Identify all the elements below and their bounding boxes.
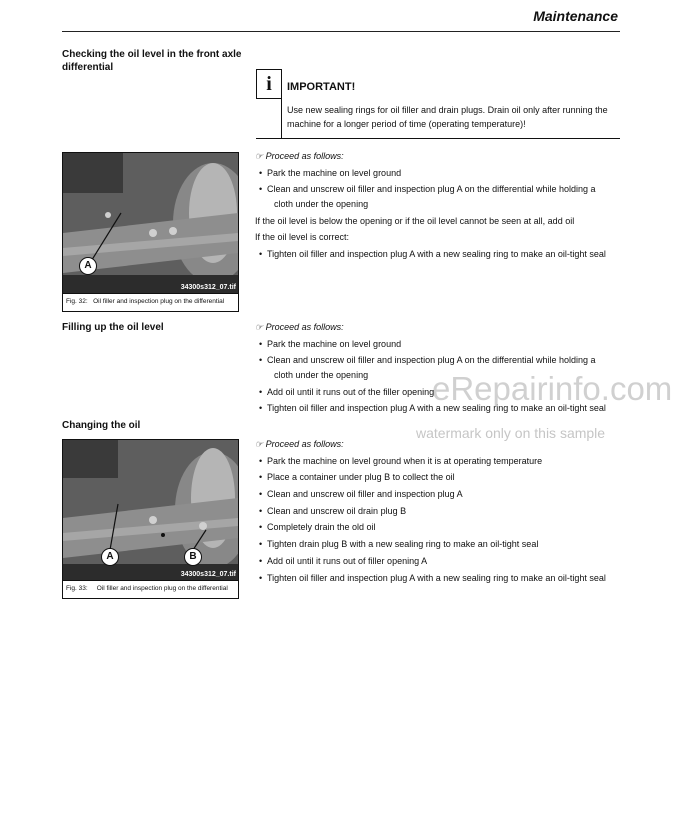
important-text: Use new sealing rings for oil filler and drain plugs. Drain oil only after running the machine for a longer period of time (operating temperature)! [287,105,608,129]
important-divider [281,70,282,138]
callout-a: A [79,257,97,275]
step: • Park the machine on level ground [255,165,655,182]
figure-caption-text: Oil filler and inspection plug on the differential [93,298,225,305]
section-title-checking [62,48,241,74]
figure-caption [63,293,238,311]
important-title: IMPORTANT! [287,81,356,93]
step: • Clean and unscrew oil drain plug B [255,503,655,520]
step: • Add oil until it runs out of the filler opening [255,384,655,401]
step: • Clean and unscrew oil filler and inspection plug A on the differential while holding a [255,352,655,369]
proceed-label: ☞ Proceed as follows: [255,439,344,449]
step: • Tighten oil filler and inspection plug A with a new sealing ring to make an oil-tight seal [255,400,655,417]
figure-number: Fig. 33: [66,585,88,592]
page-section-title: Maintenance [533,8,618,24]
figure-caption [63,580,238,598]
axle-photo [63,440,238,580]
proceed-label: ☞ Proceed as follows: [255,151,344,161]
step: • Tighten oil filler and inspection plug A with a new sealing ring to make an oil-tight seal [255,570,655,587]
figure-33 [62,439,239,599]
section-title-changing: Changing the oil [62,420,141,431]
section-title-line: Checking the oil level in the front axle [62,49,242,60]
procedure-changing [255,436,655,586]
section-title-line: differential [62,62,114,73]
watermark-site: eRepairinfo.com [432,370,673,407]
step: • Clean and unscrew oil filler and inspection plug A on the differential while holding a [255,181,655,198]
step: • Tighten drain plug B with a new sealing ring to make an oil-tight seal [255,536,655,553]
step: • Completely drain the old oil [255,519,655,536]
image-file-label: 34300s312_07.tif [180,284,236,291]
procedure-checking [255,148,655,263]
info-icon: i [256,69,282,99]
figure-number: Fig. 32: [66,298,88,305]
header-divider [62,31,620,32]
proceed-label: ☞ Proceed as follows: [255,322,344,332]
section-title-filling: Filling up the oil level [62,322,164,333]
image-file-label: 34300s312_07.tif [180,571,236,578]
step-continuation: cloth under the opening [274,370,369,381]
note: If the oil level is below the opening or if the oil level cannot be seen at all, add oil [255,215,575,226]
figure-caption-text: Oil filler and inspection plug on the differential [96,585,228,592]
step: • Add oil until it runs out of filler opening A [255,553,655,570]
step: • Clean and unscrew oil filler and inspection plug A [255,486,655,503]
callout-a: A [101,548,119,566]
step: • Park the machine on level ground [255,336,655,353]
figure-32 [62,152,239,312]
step-continuation: cloth under the opening [274,199,369,210]
step: • Park the machine on level ground when it is at operating temperature [255,453,655,470]
axle-photo [63,153,238,293]
watermark-note: watermark only on this sample [416,425,606,441]
note: If the oil level is correct: [255,232,350,243]
step: • Place a container under plug B to collect the oil [255,469,655,486]
step: • Tighten oil filler and inspection plug A with a new sealing ring to make an oil-tight seal [255,246,655,263]
important-bottom-rule [256,138,620,139]
axle-photo-image [63,440,238,580]
callout-b: B [184,548,202,566]
